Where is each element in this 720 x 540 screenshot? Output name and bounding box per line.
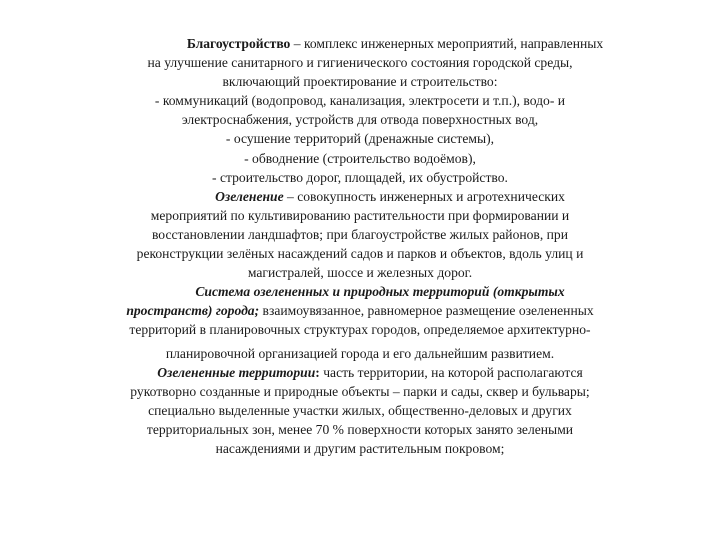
term-ozelenennye-territorii: Озелененные территории [157, 364, 316, 380]
list-item-obvodnenie: - обводнение (строительство водоёмов), [244, 150, 476, 166]
term-prostranstv: пространств) города; [126, 303, 260, 319]
paragraph-ozelenenie-line-1 [60, 187, 660, 206]
paragraph-line: магистралей, шоссе и железных дорог. [247, 265, 473, 281]
paragraph-line: планировочной организацией города и его дальнейшим развитием. [165, 345, 555, 361]
paragraph-line: территорий в планировочных структурах городов, определяемое архитектурно- [129, 322, 591, 338]
definition-text: – комплекс инженерных мероприятий, направленных [290, 36, 604, 51]
paragraph-sistema-line-2 [60, 301, 660, 320]
term-sistema-ozelenennykh: Система озелененных и природных территорий (открытых [195, 284, 565, 300]
paragraph-line: на улучшение санитарного и гигиенического состояния городской среды, [147, 55, 573, 71]
definition-text: – совокупность инженерных и агротехнических [283, 188, 565, 204]
definition-text: взаимоувязанное, равномерное размещение озелененных [259, 303, 594, 319]
paragraph-line: включающий проектирование и строительство: [222, 74, 498, 90]
paragraph-line: мероприятий по культивированию растительности при формировании и [150, 207, 570, 223]
paragraph-ozelenennye-line-1 [60, 363, 660, 382]
document-page [60, 34, 660, 458]
paragraph-line: насаждениями и другим растительным покровом; [215, 440, 505, 456]
paragraph-line: реконструкции зелёных насаждений садов и парков и объектов, вдоль улиц и [136, 246, 584, 262]
paragraph-line: электроснабжения, устройств для отвода поверхностных вод, [181, 112, 539, 128]
definition-text: часть территории, на которой располагаются [319, 364, 583, 380]
paragraph-blagoustroystvo-line-1 [60, 34, 660, 53]
term-sistema-line-1 [60, 282, 660, 301]
term-colon: : [315, 364, 320, 380]
paragraph-line: специально выделенные участки жилых, общественно-деловых и других [148, 402, 572, 418]
paragraph-line: рукотворно созданные и природные объекты – парки и сады, сквер и бульвары; [130, 383, 590, 399]
paragraph-line: восстановлении ландшафтов; при благоустройстве жилых районов, при [151, 226, 568, 242]
paragraph-line: территориальных зон, менее 70 % поверхности которых занято зелеными [146, 421, 574, 437]
list-item-osushenie: - осушение территорий (дренажные системы), [225, 131, 495, 147]
list-item-stroitelstvo-dorog: - строительство дорог, площадей, их обустройство. [212, 169, 508, 185]
term-ozelenenie: Озеленение [215, 188, 284, 204]
term-blagoustroystvo: Благоустройство [186, 36, 291, 51]
list-item-kommunikatsii: - коммуникаций (водопровод, канализация, электросети и т.п.), водо- и [154, 93, 566, 109]
